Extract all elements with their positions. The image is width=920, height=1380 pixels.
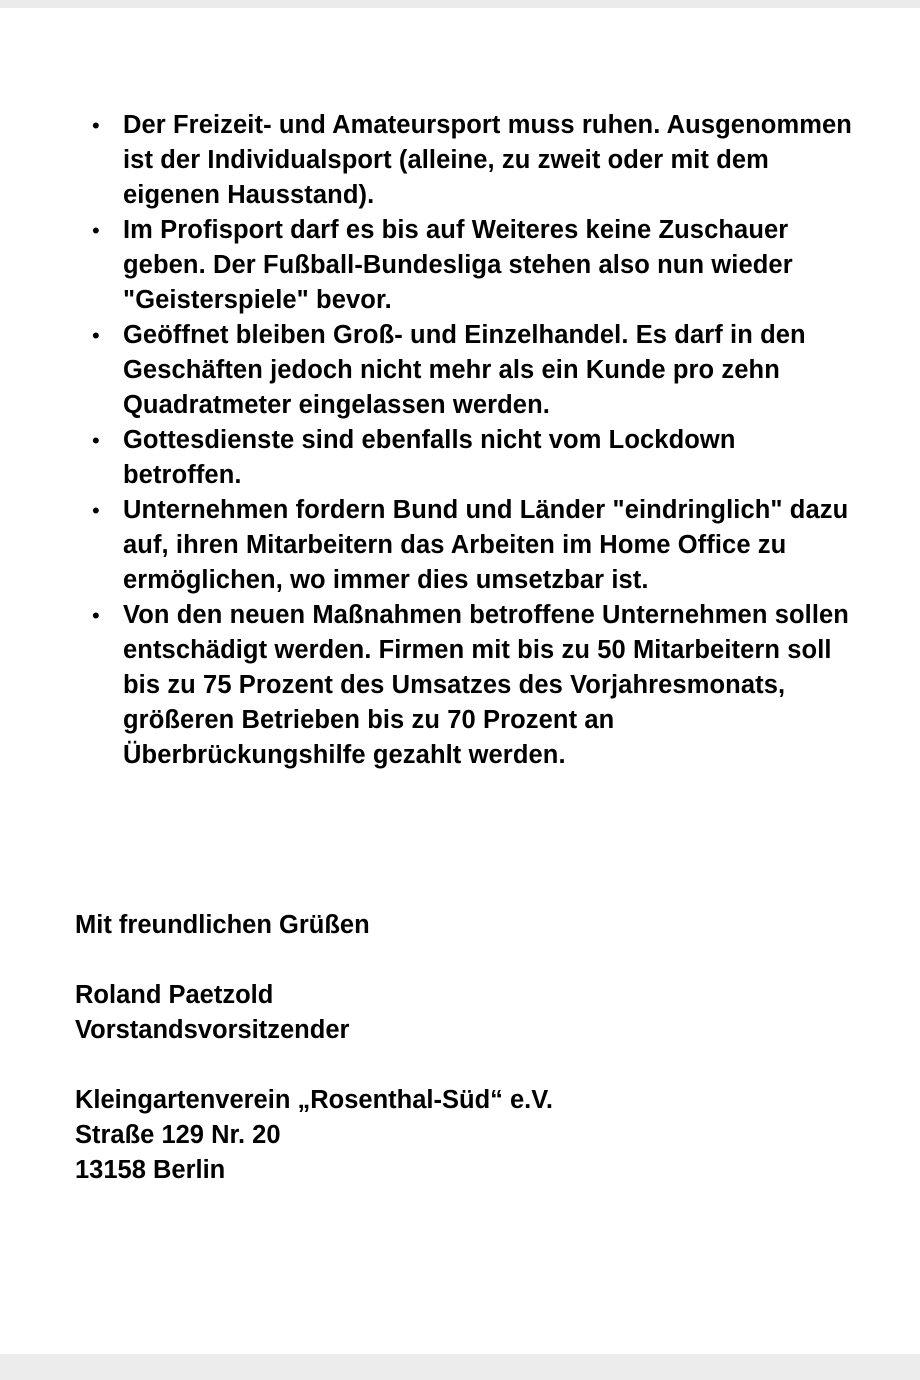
signer-role: Vorstandsvorsitzender xyxy=(75,1016,350,1044)
list-item xyxy=(90,213,860,318)
bullet-icon: • xyxy=(92,498,100,523)
bullet-icon: • xyxy=(92,323,100,348)
list-item-text: Der Freizeit- und Amateursport muss ruhen. Ausgenommen ist der Individualsport (alleine, zu zweit oder mit dem eigenen Hausstand). xyxy=(123,111,852,209)
list-item-text: Im Profisport darf es bis auf Weiteres keine Zuschauer geben. Der Fußball-Bundesliga stehen also nun wieder "Geisterspiele" bevor. xyxy=(123,216,793,314)
organization-name: Kleingartenverein „Rosenthal-Süd“ e.V. xyxy=(75,1086,554,1114)
address-street: Straße 129 Nr. 20 xyxy=(75,1121,281,1149)
bullet-icon: • xyxy=(92,603,100,628)
signature-block xyxy=(75,908,875,1188)
list-item xyxy=(90,493,860,598)
bullet-icon: • xyxy=(92,218,100,243)
list-item xyxy=(90,598,860,773)
list-item xyxy=(90,318,860,423)
spacer xyxy=(75,1048,875,1083)
list-item xyxy=(90,423,860,493)
greeting-text: Mit freundlichen Grüßen xyxy=(75,911,370,939)
list-item-text: Gottesdienste sind ebenfalls nicht vom Lockdown betroffen. xyxy=(123,426,736,489)
address-city: 13158 Berlin xyxy=(75,1156,226,1184)
list-item-text: Unternehmen fordern Bund und Länder "eindringlich" dazu auf, ihren Mitarbeitern das Arbeiten im Home Office zu ermöglichen, wo immer dies umsetzbar ist. xyxy=(123,496,849,594)
bottom-edge xyxy=(0,1354,920,1380)
bullet-icon: • xyxy=(92,428,100,453)
list-item xyxy=(90,108,860,213)
list-item-text: Von den neuen Maßnahmen betroffene Unternehmen sollen entschädigt werden. Firmen mit bis zu 50 Mitarbeitern soll bis zu 75 Prozent des Umsatzes des Vorjahresmonats, größeren Betrieben bis zu 70 Prozent an Überbrückungshilfe gezahlt werden. xyxy=(123,601,849,769)
bullet-list xyxy=(90,108,860,773)
bullet-icon: • xyxy=(92,113,100,138)
spacer xyxy=(75,943,875,978)
document-page xyxy=(0,8,920,1354)
list-item-text: Geöffnet bleiben Groß- und Einzelhandel. Es darf in den Geschäften jedoch nicht mehr als ein Kunde pro zehn Quadratmeter eingelassen werden. xyxy=(123,321,806,419)
signer-name: Roland Paetzold xyxy=(75,981,274,1009)
